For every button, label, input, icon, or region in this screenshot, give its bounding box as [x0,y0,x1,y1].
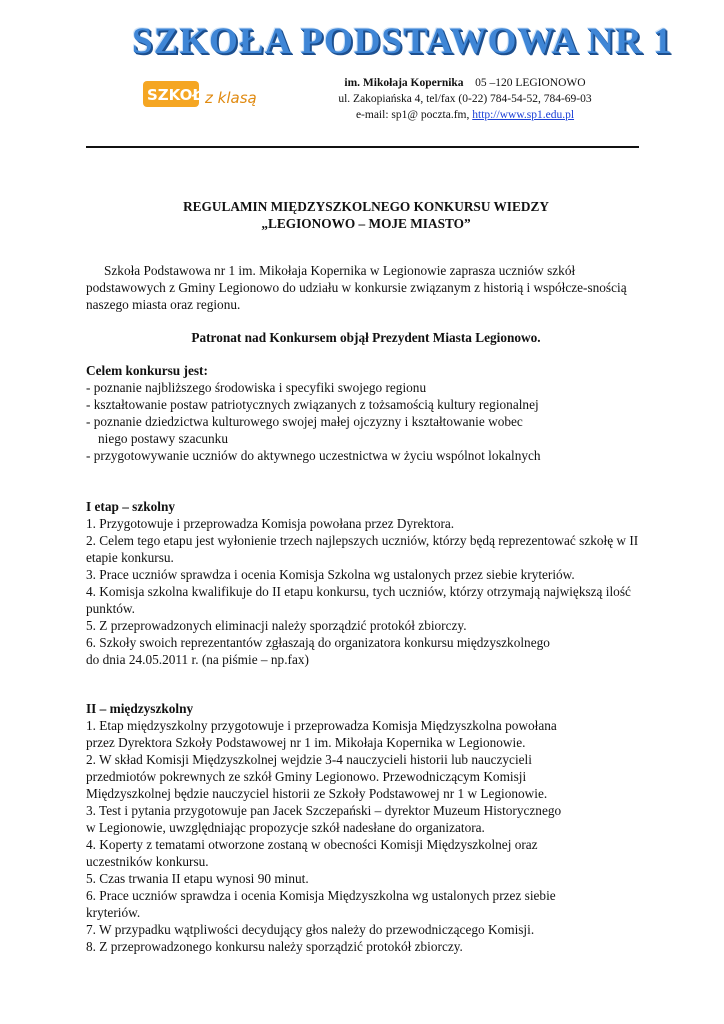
list-item: - przygotowywanie uczniów do aktywnego uczestnictwa w życiu wspólnot lokalnych [86,448,541,463]
school-contact-block [300,75,630,123]
stage2-heading: II – międzyszkolny [86,701,194,716]
list-item: kryteriów. [86,905,141,920]
stage2-list [86,717,646,955]
list-item: 4. Koperty z tematami otworzone zostaną w obecności Komisji Międzyszkolnej oraz [86,837,538,852]
list-item: Międzyszkolnej będzie nauczyciel historii ze Szkoły Podstawowej nr 1 w Legionowie. [86,786,548,801]
goals-list [86,379,646,464]
list-item: 3. Prace uczniów sprawdza i ocenia Komisja Szkolna wg ustalonych przez siebie kryteriów. [86,567,575,582]
list-item: 3. Test i pytania przygotowuje pan Jacek Szczepański – dyrektor Muzeum Historycznego [86,803,562,818]
logo-main-text: SZKOŁA [147,86,214,104]
school-email: e-mail: sp1@ poczta.fm, [355,109,470,121]
list-item: - kształtowanie postaw patriotycznych związanych z tożsamością kultury regionalnej [86,397,539,412]
stage1-heading: I etap – szkolny [86,499,176,514]
list-item: - poznanie dziedzictwa kulturowego swojej małej ojczyzny i kształtowanie wobec [86,414,523,429]
list-item: 4. Komisja szkolna kwalifikuje do II etapu konkursu, tych uczniów, którzy otrzymają największą ilość punktów. [86,584,631,616]
header-divider [86,146,639,148]
school-city: 05 –120 LEGIONOWO [475,77,586,89]
list-item: 2. Celem tego etapu jest wyłonienie trzech najlepszych uczniów, którzy będą reprezentować szkołę w II etapie konkursu. [86,533,639,565]
list-item: 7. W przypadku wątpliwości decydujący głos należy do przewodniczącego Komisji. [86,922,535,937]
list-item: w Legionowie, uwzględniając propozycje szkół nadesłane do organizatora. [86,820,485,835]
logo-sub-text: z klasą [205,89,257,107]
list-item: 5. Z przeprowadzonych eliminacji należy sporządzić protokół zbiorczy. [86,618,467,633]
list-item: niego postawy szacunku [98,431,228,446]
stage1-list [86,515,646,668]
patronage-note: Patronat nad Konkursem objął Prezydent Miasta Legionowo. [191,330,541,345]
school-name-heading: SZKOŁA PODSTAWOWA NR 1 [132,21,673,62]
school-website-link[interactable]: http://www.sp1.edu.pl [472,109,575,121]
document-title: REGULAMIN MIĘDZYSZKOLNEGO KONKURSU WIEDZY „LEGIONOWO – MOJE MIASTO” [183,199,549,231]
list-item: do dnia 24.05.2011 r. (na piśmie – np.fax) [86,652,309,667]
school-patron: im. Mikołaja Kopernika [344,77,464,89]
list-item: 6. Szkoły swoich reprezentantów zgłaszają do organizatora konkursu międzyszkolnego [86,635,550,650]
list-item: 6. Prace uczniów sprawdza i ocenia Komisja Międzyszkolna wg ustalonych przez siebie [86,888,556,903]
list-item: 8. Z przeprowadzonego konkursu należy sporządzić protokół zbiorczy. [86,939,463,954]
list-item: - poznanie najbliższego środowiska i specyfiki swojego regionu [86,380,427,395]
school-address: ul. Zakopiańska 4, tel/fax (0-22) 784-54-52, 784-69-03 [338,93,592,105]
list-item: przedmiotów pokrewnych ze szkół Gminy Legionowo. Przewodniczącym Komisji [86,769,527,784]
list-item: 5. Czas trwania II etapu wynosi 90 minut. [86,871,309,886]
document-body [86,198,646,955]
list-item: 1. Przygotowuje i przeprowadza Komisja powołana przez Dyrektora. [86,516,455,531]
intro-paragraph: Szkoła Podstawowa nr 1 im. Mikołaja Kopernika w Legionowie zaprasza uczniów szkół podstawowych z Gminy Legionowo do udziału w konkursie związanym z historią i współcze-snością naszego miasta oraz regionu. [86,263,627,312]
list-item: 2. W skład Komisji Międzyszkolnej wejdzie 3-4 nauczycieli historii lub nauczycieli [86,752,532,767]
goals-heading: Celem konkursu jest: [86,363,208,378]
list-item: przez Dyrektora Szkoły Podstawowej nr 1 im. Mikołaja Kopernika w Legionowie. [86,735,526,750]
list-item: uczestników konkursu. [86,854,209,869]
list-item: 1. Etap międzyszkolny przygotowuje i przeprowadza Komisja Międzyszkolna powołana [86,718,557,733]
school-logo [143,79,283,111]
